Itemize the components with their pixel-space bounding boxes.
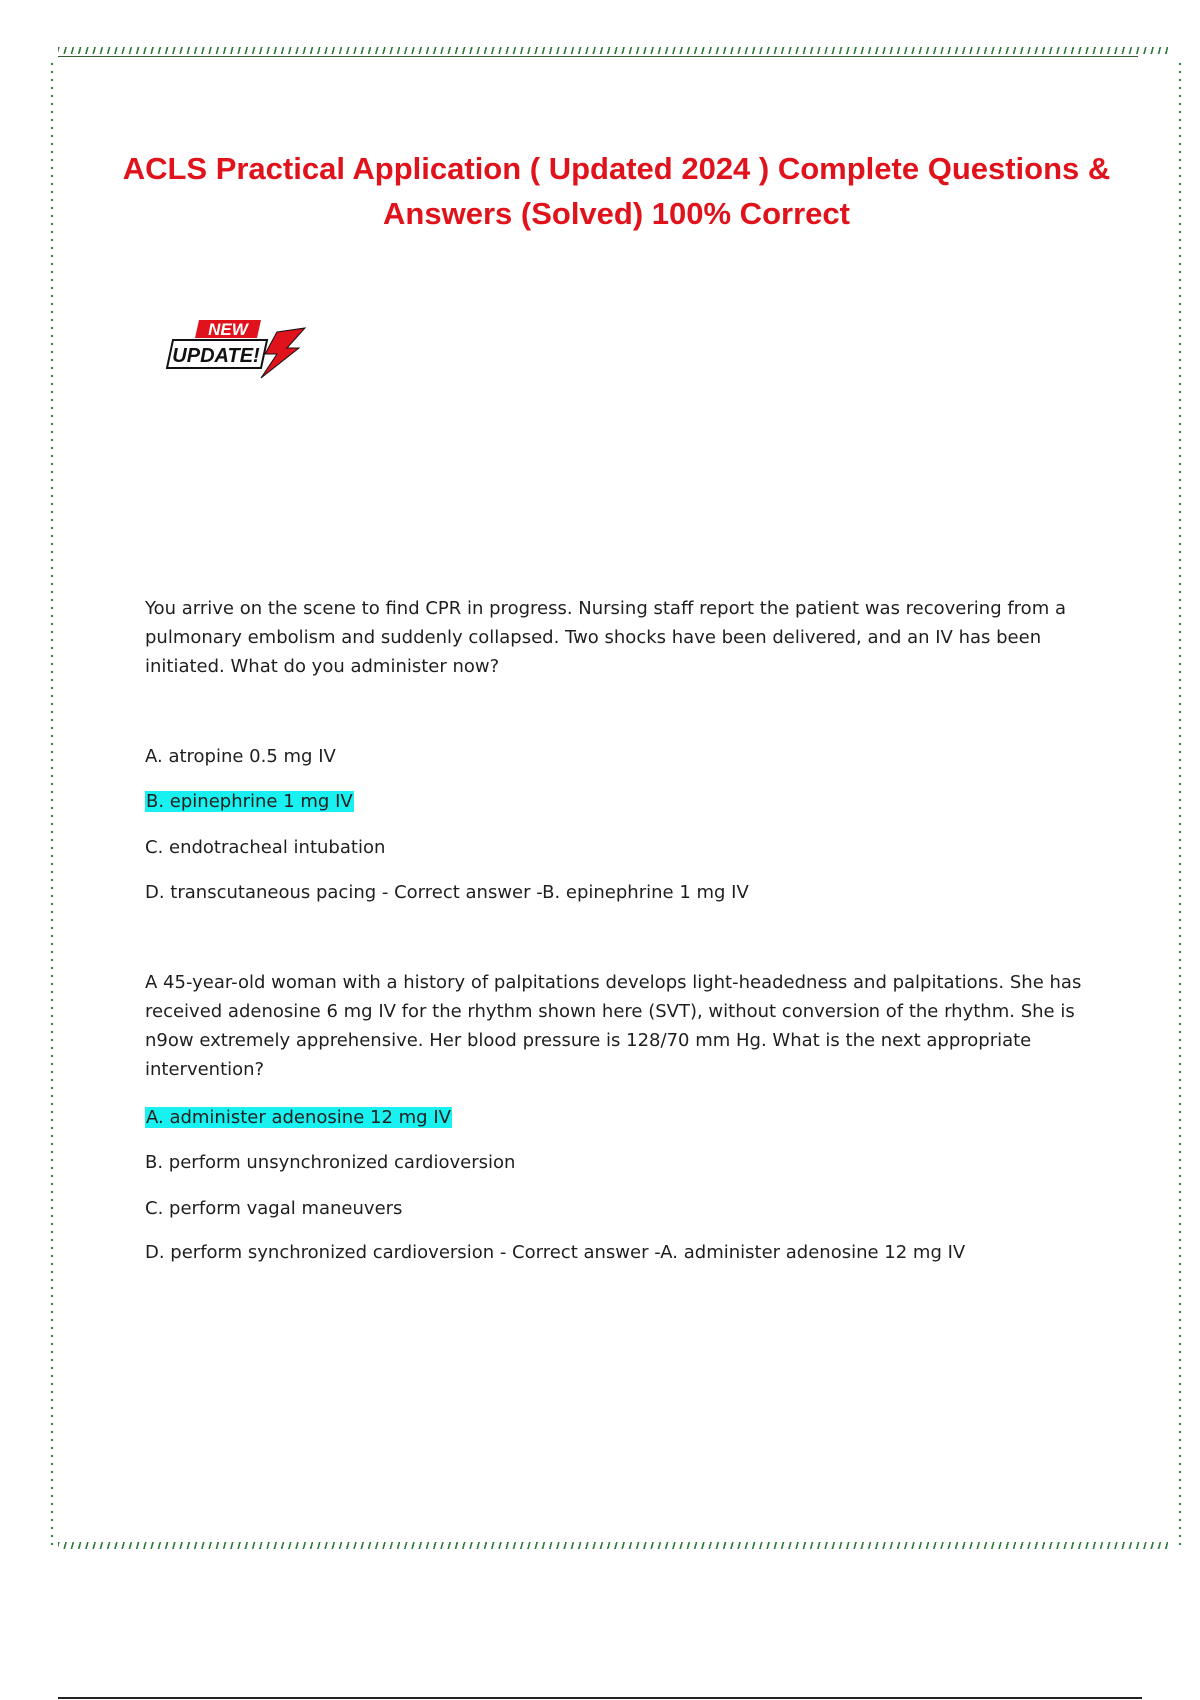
badge-update-text: UPDATE! [172, 345, 260, 367]
question-1-option-d [145, 880, 749, 906]
page-border-left [50, 60, 54, 1545]
page-border-right [1178, 60, 1182, 1545]
page-border-bottom [58, 1542, 1168, 1549]
option-label: D. transcutaneous pacing - Correct answer -B. epinephrine 1 mg IV [145, 882, 749, 903]
footer-rule [58, 1697, 1142, 1699]
option-label: B. perform unsynchronized cardioversion [145, 1152, 516, 1173]
highlighted-answer: B. epinephrine 1 mg IV [146, 791, 353, 812]
new-update-badge [165, 318, 315, 380]
question-1-option-c [145, 835, 385, 861]
option-label: C. endotracheal intubation [145, 837, 386, 858]
option-label: A. atropine 0.5 mg IV [145, 746, 336, 767]
option-label: C. perform vagal maneuvers [145, 1198, 403, 1219]
badge-new-text: NEW [208, 320, 248, 339]
question-1-option-a [145, 744, 336, 770]
question-2-option-c [145, 1196, 402, 1222]
question-1-text: You arrive on the scene to find CPR in progress. Nursing staff report the patient was recovering from a pulmonary embolism and suddenly collapsed. Two shocks have been delivered, and an IV has been initiated. What do you administer now? [145, 598, 1066, 677]
badge-new-label [195, 320, 261, 339]
page-border-top [58, 47, 1168, 54]
question-2-option-b [145, 1150, 515, 1176]
question-2-option-d [145, 1240, 965, 1266]
question-1-option-b [145, 789, 354, 815]
lightning-bolt-icon [261, 328, 305, 378]
question-2-option-a [145, 1105, 452, 1131]
option-label: D. perform synchronized cardioversion - Correct answer -A. administer adenosine 12 mg IV [145, 1242, 966, 1263]
highlighted-answer: A. administer adenosine 12 mg IV [146, 1107, 451, 1128]
document-title: ACLS Practical Application ( Updated 2024 ) Complete Questions & Answers (Solved) 100% Correct [122, 151, 1111, 231]
page-border-top-line [58, 56, 1138, 57]
badge-update-label [167, 340, 267, 368]
question-2-text: A 45-year-old woman with a history of palpitations develops light-headedness and palpitations. She has received adenosine 6 mg IV for the rhythm shown here (SVT), without conversion of the rhythm. She is n9ow extremely apprehensive. Her blood pressure is 128/70 mm Hg. What is the next appropriate intervention? [145, 972, 1082, 1080]
